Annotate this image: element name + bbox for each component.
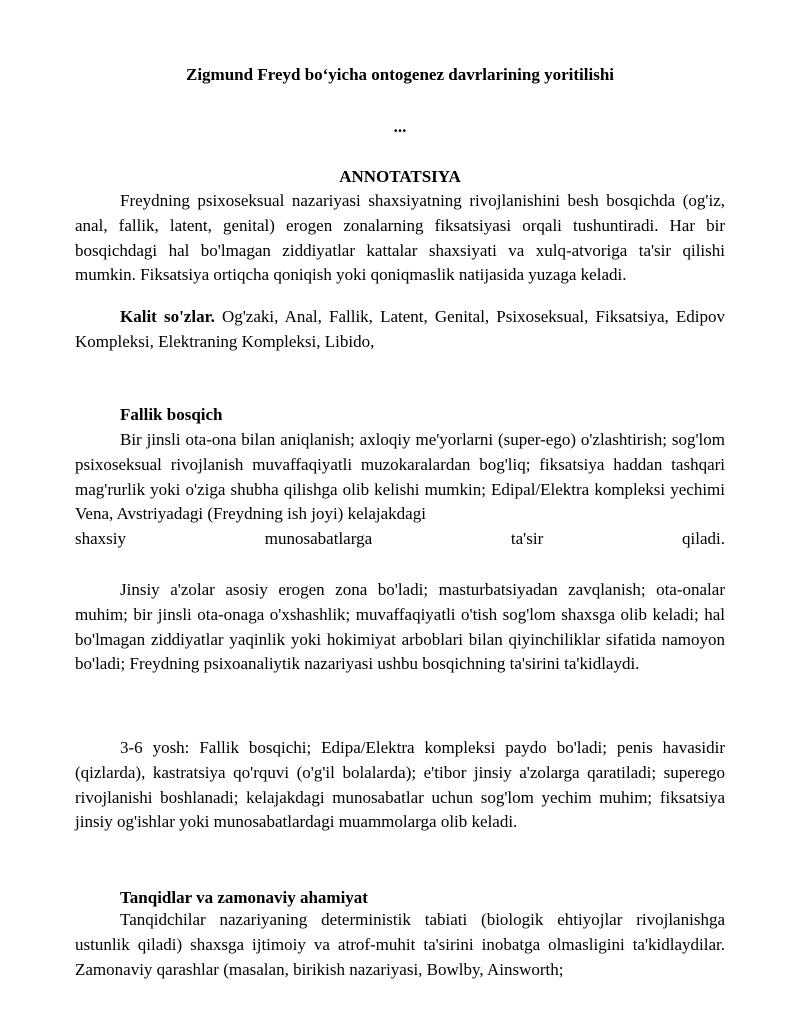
keywords-label: Kalit so'zlar. bbox=[120, 307, 215, 326]
fallik-paragraph-2: Jinsiy a'zolar asosiy erogen zona bo'ladi; masturbatsiyadan zavqlanish; ota-onalar muhim; bir jinsli ota-onaga o'xshashlik; muvaffaqiyatli o'tish sog'lom shaxsga olib keladi; hal bo'lmagan ziddiyatlar yaqinlik yoki hokimiyat arboblari bilan qiyinchiliklar sifatida namoyon bo'ladi; Freydning psixoanaliytik nazariyasi ushbu bosqichning ta'sirini ta'kidlaydi. bbox=[75, 580, 725, 674]
ellipsis-line: ... bbox=[393, 117, 407, 136]
section-heading-criticism: Tanqidlar va zamonaviy ahamiyat bbox=[120, 888, 368, 907]
fallik-paragraph-1-last-line: shaxsiy munosabatlarga ta'sir qiladi. bbox=[75, 529, 725, 548]
keywords-paragraph bbox=[75, 305, 725, 355]
fallik-paragraph-1: Bir jinsli ota-ona bilan aniqlanish; axloqiy me'yorlarni (super-ego) o'zlashtirish; sog'lom psixoseksual rivojlanish muvaffaqiyatli muzokaralardan bog'liq; fiksatsiya haddan tashqari mag'rurlik yoki o'ziga shubha qilishga olib kelishi mumkin; Edipal/Elektra kompleksi yechimi Vena, Avstriyadagi (Freydning ish joyi) kelajakdagi bbox=[75, 430, 725, 524]
age-stage-paragraph: 3-6 yosh: Fallik bosqichi; Edipa/Elektra kompleksi paydo bo'ladi; penis havasidir (qizlarda), kastratsiya qo'rquvi (o'g'il bolalarda); e'tibor jinsiy a'zolarga qaratiladi; superego rivojlanishi boshlanadi; kelajakdagi munosabatlar uchun sog'lom yechim muhim; fiksatsiya jinsiy og'ishlar yoki munosabatlardagi muammolarga olib keladi. bbox=[75, 738, 725, 832]
annotation-paragraph: Freydning psixoseksual nazariyasi shaxsiyatning rivojlanishini besh bosqichda (og'iz, anal, fallik, latent, genital) erogen zonalarning fiksatsiyasi orqali tushuntiradi. Har bir bosqichdagi hal bo'lmagan ziddiyatlar kattalar shaxsiyati va xulq-atvoriga ta'sir qilishi mumkin. Fiksatsiya ortiqcha qoniqish yoki qoniqmaslik natijasida yuzaga keladi. bbox=[75, 191, 725, 285]
section-heading-fallik: Fallik bosqich bbox=[120, 405, 223, 424]
annotation-heading: ANNOTATSIYA bbox=[339, 167, 461, 186]
document-title: Zigmund Freyd bo‘yicha ontogenez davrlarining yoritilishi bbox=[185, 65, 615, 84]
criticism-paragraph: Tanqidchilar nazariyaning deterministik tabiati (biologik ehtiyojlar rivojlanishga ustunlik qiladi) shaxsga ijtimoiy va atrof-muhit ta'sirini inobatga olmasligini ta'kidlaydilar. Zamonaviy qarashlar (masalan, birikish nazariyasi, Bowlby, Ainsworth; bbox=[75, 910, 725, 979]
keywords-text: Og'zaki, Anal, Fallik, Latent, Genital, Psixoseksual, Fiksatsiya, Edipov Kompleksi, Elektraning Kompleksi, Libido, bbox=[75, 307, 725, 351]
